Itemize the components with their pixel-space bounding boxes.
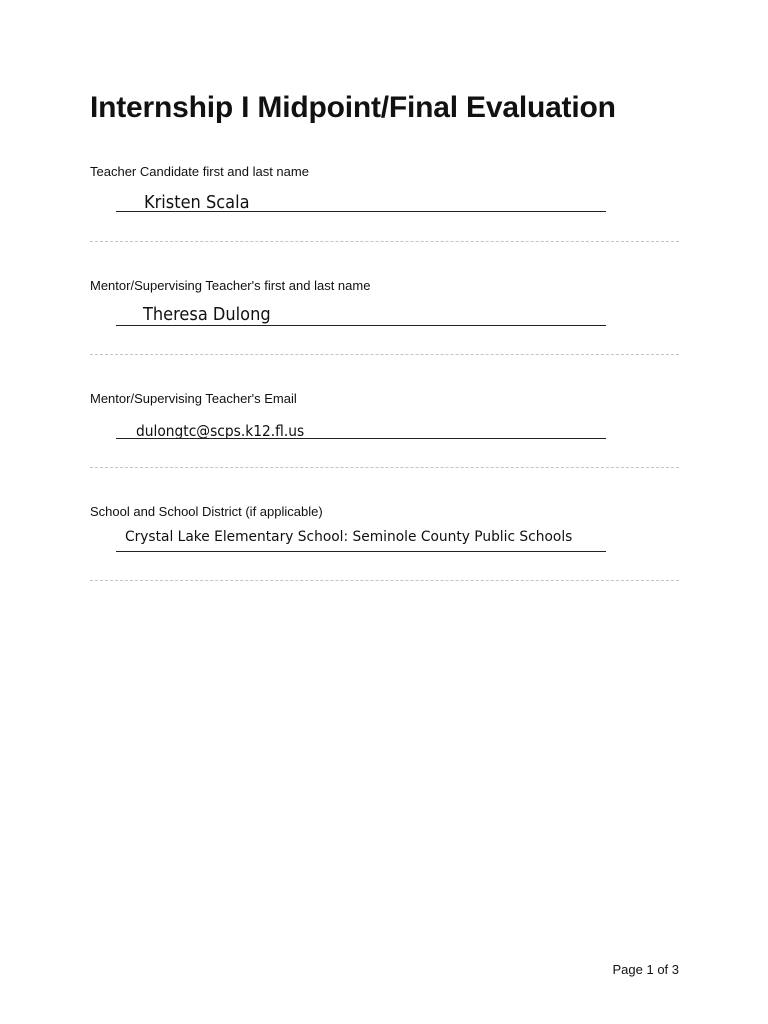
section-divider: [90, 580, 679, 581]
page-number: Page 1 of 3: [612, 962, 679, 977]
field-label: School and School District (if applicable): [90, 504, 323, 519]
field-label: Mentor/Supervising Teacher's first and last name: [90, 278, 371, 293]
mentor-email-value: dulongtc@scps.k12.fl.us: [136, 422, 305, 440]
answer-underline: [116, 325, 606, 326]
answer-underline: [116, 438, 606, 439]
answer-underline: [116, 211, 606, 212]
page-title: Internship I Midpoint/Final Evaluation: [90, 91, 616, 124]
school-district-value: Crystal Lake Elementary School: Seminole County Public Schools: [125, 529, 573, 545]
section-divider: [90, 354, 679, 355]
answer-underline: [116, 551, 606, 552]
section-divider: [90, 241, 679, 242]
mentor-name-value: Theresa Dulong: [143, 304, 271, 325]
teacher-candidate-name-value: Kristen Scala: [144, 192, 250, 213]
field-label: Mentor/Supervising Teacher's Email: [90, 391, 297, 406]
section-divider: [90, 467, 679, 468]
field-label: Teacher Candidate first and last name: [90, 164, 309, 179]
